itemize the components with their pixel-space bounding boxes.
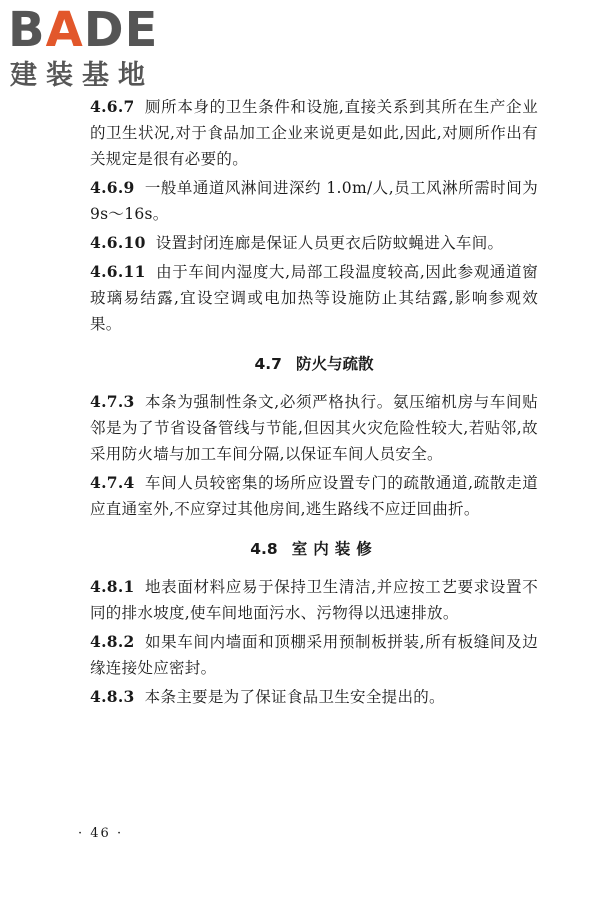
section-heading-4-8 <box>90 536 538 562</box>
clause-text: 地表面材料应易于保持卫生清洁,并应按工艺要求设置不同的排水坡度,使车间地面污水、污物得以迅速排放。 <box>90 578 538 622</box>
clause-4-8-3 <box>90 684 538 710</box>
document-body <box>90 94 538 713</box>
bade-logo <box>8 4 178 94</box>
section-number: 4.8 <box>250 540 278 558</box>
clause-text: 由于车间内湿度大,局部工段温度较高,因此参观通道窗玻璃易结露,宜设空调或电加热等设施防止其结露,影响参观效果。 <box>90 263 538 333</box>
clause-4-6-7 <box>90 94 538 172</box>
logo-subtitle: 建装基地 <box>10 60 154 91</box>
section-number: 4.7 <box>254 355 282 373</box>
clause-number: 4.8.3 <box>90 687 135 706</box>
clause-number: 4.8.1 <box>90 577 135 596</box>
clause-text: 本条为强制性条文,必须严格执行。氨压缩机房与车间贴邻是为了节省设备管线与节能,但因其火灾危险性较大,若贴邻,故采用防火墙与加工车间分隔,以保证车间人员安全。 <box>90 393 538 463</box>
clause-text: 如果车间内墙面和顶棚采用预制板拼装,所有板缝间及边缘连接处应密封。 <box>90 633 538 677</box>
clause-text: 本条主要是为了保证食品卫生安全提出的。 <box>144 688 445 706</box>
clause-text: 厕所本身的卫生条件和设施,直接关系到其所在生产企业的卫生状况,对于食品加工企业来说更是如此,因此,对厕所作出有关规定是很有必要的。 <box>90 98 538 168</box>
clause-4-7-3 <box>90 389 538 467</box>
clause-text: 设置封闭连廊是保证人员更衣后防蚊蝇进入车间。 <box>155 234 504 252</box>
logo-wordmark: BADE <box>8 2 159 58</box>
clause-number: 4.7.4 <box>90 473 135 492</box>
clause-number: 4.6.9 <box>90 178 135 197</box>
clause-text: 车间人员较密集的场所应设置专门的疏散通道,疏散走道应直通室外,不应穿过其他房间,逃生路线不应迂回曲折。 <box>90 474 538 518</box>
section-heading-4-7 <box>90 351 538 377</box>
clause-4-6-11 <box>90 259 538 337</box>
page-number: · 46 · <box>78 826 124 841</box>
clause-4-8-1 <box>90 574 538 626</box>
clause-4-7-4 <box>90 470 538 522</box>
section-title: 室内装修 <box>291 540 378 558</box>
clause-4-6-9 <box>90 175 538 227</box>
clause-number: 4.6.11 <box>90 262 146 281</box>
clause-number: 4.6.7 <box>90 97 135 116</box>
section-title: 防火与疏散 <box>295 355 374 373</box>
clause-4-8-2 <box>90 629 538 681</box>
clause-4-6-10 <box>90 230 538 256</box>
clause-number: 4.6.10 <box>90 233 146 252</box>
clause-text: 一般单通道风淋间进深约 1.0m/人,员工风淋所需时间为9s～16s。 <box>90 179 538 223</box>
clause-number: 4.8.2 <box>90 632 135 651</box>
clause-number: 4.7.3 <box>90 392 135 411</box>
